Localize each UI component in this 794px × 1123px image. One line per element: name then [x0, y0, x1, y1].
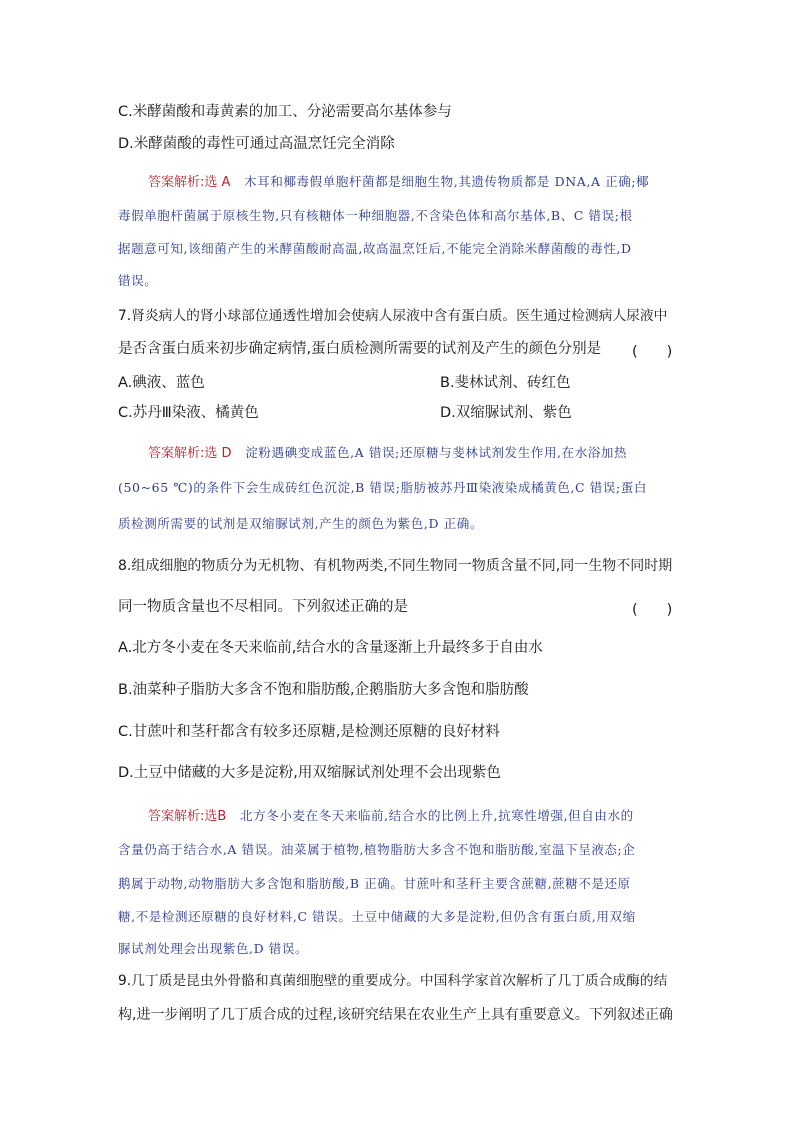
answer-6-line-1: [148, 173, 649, 192]
answer-6-line-3: 据题意可知,该细菌产生的米酵菌酸耐高温,故高温烹饪后,不能完全消除米酵菌酸的毒性,D: [118, 241, 632, 256]
answer-8-line-5: 脲试剂处理会出现紫色,D 错误。: [118, 941, 309, 956]
q7-stem-line-1: 7.肾炎病人的肾小球部位通透性增加会使病人尿液中含有蛋白质。医生通过检测病人尿液中: [118, 308, 668, 324]
answer-6-text-1: 木耳和椰毒假单胞杆菌都是细胞生物,其遗传物质都是 DNA,A 正确;椰: [244, 174, 650, 189]
answer-7-line-3: 质检测所需要的试剂是双缩脲试剂,产生的颜色为紫色,D 正确。: [118, 516, 483, 531]
q7-option-a: A.碘液、蓝色: [118, 375, 205, 391]
q7-option-b: B.斐林试剂、砖红色: [440, 375, 571, 391]
q8-option-d: D.土豆中储藏的大多是淀粉,用双缩脲试剂处理不会出现紫色: [118, 765, 501, 781]
answer-8-line-2: 含量仍高于结合水,A 错误。油菜属于植物,植物脂肪大多含不饱和脂肪酸,室温下呈液态;企: [118, 842, 636, 857]
answer-6-line-2: 毒假单胞杆菌属于原核生物,只有核糖体一种细胞器,不含染色体和高尔基体,B、C 错误;根: [118, 208, 633, 223]
q8-option-a: A.北方冬小麦在冬天来临前,结合水的含量逐渐上升最终多于自由水: [118, 640, 543, 656]
answer-7-line-2: (50~65 ℃)的条件下会生成砖红色沉淀,B 错误;脂肪被苏丹Ⅲ染液染成橘黄色,C 错误;蛋白: [118, 480, 647, 495]
answer-7-text-1: 淀粉遇碘变成蓝色,A 错误;还原糖与斐林试剂发生作用,在水浴加热: [245, 445, 628, 460]
q7-option-d: D.双缩脲试剂、紫色: [440, 405, 572, 421]
q7-option-c: C.苏丹Ⅲ染液、橘黄色: [118, 405, 259, 421]
answer-6-line-4: 错误。: [118, 273, 158, 288]
q7-stem-line-2: 是否含蛋白质来初步确定病情,蛋白质检测所需要的试剂及产生的颜色分别是: [118, 341, 602, 357]
q6-option-d: D.米酵菌酸的毒性可通过高温烹饪完全消除: [118, 136, 395, 152]
q6-option-c: C.米酵菌酸和毒黄素的加工、分泌需要高尔基体参与: [118, 104, 452, 120]
q7-answer-bracket: ( ): [632, 344, 673, 360]
answer-6-tag: 答案解析:选 A: [148, 175, 231, 190]
answer-8-line-4: 糖,不是检测还原糖的良好材料,C 错误。土豆中储藏的大多是淀粉,但仍含有蛋白质,用双缩: [118, 909, 636, 924]
answer-7-line-1: [148, 444, 627, 463]
answer-8-line-1: [148, 807, 634, 826]
q8-option-b: B.油菜种子脂肪大多含不饱和脂肪酸,企鹅脂肪大多含饱和脂肪酸: [118, 682, 529, 698]
q8-answer-bracket: ( ): [632, 602, 673, 618]
answer-7-tag: 答案解析:选 D: [148, 446, 232, 461]
answer-8-text-1: 北方冬小麦在冬天来临前,结合水的比例上升,抗寒性增强,但自由水的: [240, 808, 634, 823]
q8-option-c: C.甘蔗叶和茎秆都含有较多还原糖,是检测还原糖的良好材料: [118, 724, 500, 740]
q9-stem-line-2: 构,进一步阐明了几丁质合成的过程,该研究结果在农业生产上具有重要意义。下列叙述正确: [118, 1007, 673, 1023]
q9-stem-line-1: 9.几丁质是昆虫外骨骼和真菌细胞壁的重要成分。中国科学家首次解析了几丁质合成酶的结: [118, 973, 668, 989]
answer-8-tag: 答案解析:选B: [148, 809, 227, 824]
answer-8-line-3: 鹅属于动物,动物脂肪大多含饱和脂肪酸,B 正确。甘蔗叶和茎秆主要含蔗糖,蔗糖不是还原: [118, 876, 631, 891]
q8-stem-line-2: 同一物质含量也不尽相同。下列叙述正确的是: [118, 599, 408, 615]
q8-stem-line-1: 8.组成细胞的物质分为无机物、有机物两类,不同生物同一物质含量不同,同一生物不同时期: [118, 558, 673, 574]
